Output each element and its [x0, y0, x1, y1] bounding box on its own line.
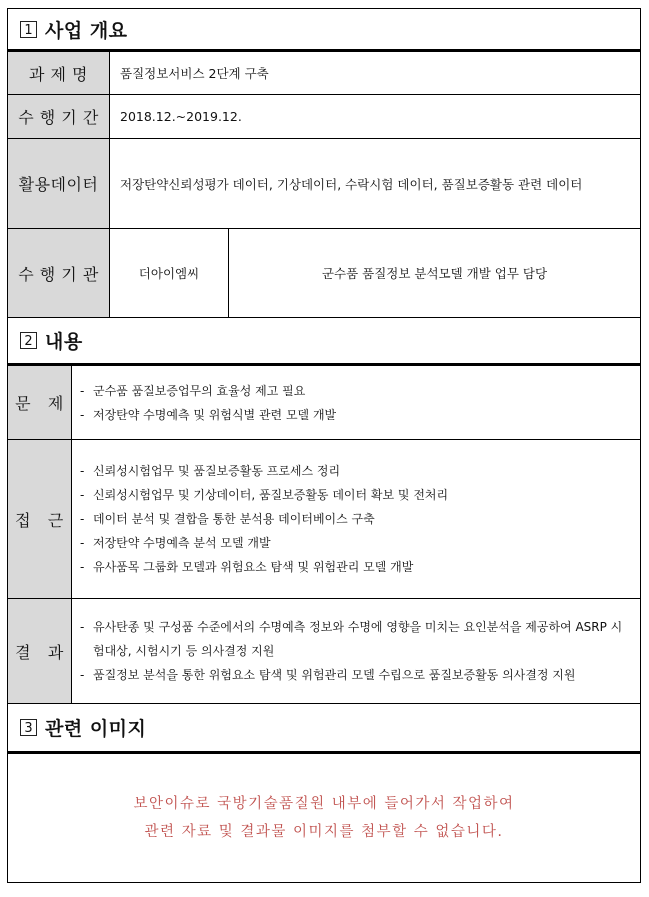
- result-list: [72, 615, 640, 687]
- problem-label: 문 제: [8, 365, 72, 440]
- list-item: - 신뢰성시험업무 및 품질보증활동 프로세스 정리: [80, 459, 632, 483]
- overview-table: [7, 49, 641, 318]
- approach-cell: [72, 440, 641, 599]
- data-value: 저장탄약신뢰성평가 데이터, 기상데이터, 수락시험 데이터, 품질보증활동 관련 데이터: [110, 139, 641, 229]
- list-item: - 유사품목 그룹화 모델과 위험요소 탐색 및 위험관리 모델 개발: [80, 555, 632, 579]
- organization-name: 더아이엠씨: [110, 229, 229, 318]
- project-name-label: 과 제 명: [8, 51, 110, 95]
- list-item: - 신뢰성시험업무 및 기상데이터, 품질보증활동 데이터 확보 및 전처리: [80, 483, 632, 507]
- list-item: - 품질정보 분석을 통한 위험요소 탐색 및 위험관리 모델 수립으로 품질보증활동 의사결정 지원: [80, 663, 632, 687]
- project-name-value: 품질정보서비스 2단계 구축: [110, 51, 641, 95]
- row-data: [8, 139, 641, 229]
- organization-label: 수 행 기 관: [8, 229, 110, 318]
- section-title: 사업 개요: [45, 19, 128, 42]
- period-label: 수 행 기 간: [8, 95, 110, 139]
- approach-label: 접 근: [8, 440, 72, 599]
- section-header-content: [7, 318, 641, 363]
- result-cell: [72, 599, 641, 704]
- list-item: - 저장탄약 수명예측 및 위험식별 관련 모델 개발: [80, 403, 632, 427]
- problem-list: [72, 379, 640, 427]
- row-problem: [8, 365, 641, 440]
- section-header-images: [7, 704, 641, 751]
- section-header-overview: [7, 8, 641, 49]
- section-number: 1: [20, 21, 37, 38]
- organization-role: 군수품 품질정보 분석모델 개발 업무 담당: [229, 229, 641, 318]
- data-label: 활용데이터: [8, 139, 110, 229]
- image-notice-line-1: 보안이슈로 국방기술품질원 내부에 들어가서 작업하여: [133, 796, 515, 812]
- row-result: [8, 599, 641, 704]
- list-item: - 저장탄약 수명예측 분석 모델 개발: [80, 531, 632, 555]
- image-notice-line-2: 관련 자료 및 결과물 이미지를 첨부할 수 없습니다.: [144, 824, 504, 840]
- approach-list: [72, 459, 640, 579]
- list-item: - 유사탄종 및 구성품 수준에서의 수명예측 정보와 수명에 영향을 미치는 요인분석을 제공하여 ASRP 시험대상, 시험시기 등 의사결정 지원: [80, 615, 632, 663]
- section-title: 내용: [45, 331, 83, 353]
- section-number: 2: [20, 332, 37, 349]
- row-approach: [8, 440, 641, 599]
- document: [7, 8, 641, 883]
- list-item: - 군수품 품질보증업무의 효율성 제고 필요: [80, 379, 632, 403]
- section-number: 3: [20, 719, 37, 736]
- section-title: 관련 이미지: [45, 718, 147, 740]
- image-placeholder-area: [7, 751, 641, 883]
- result-label: 결 과: [8, 599, 72, 704]
- row-project-name: [8, 51, 641, 95]
- list-item: - 데이터 분석 및 결합을 통한 분석용 데이터베이스 구축: [80, 507, 632, 531]
- row-period: [8, 95, 641, 139]
- row-organization: [8, 229, 641, 318]
- content-table: [7, 363, 641, 704]
- problem-cell: [72, 365, 641, 440]
- period-value: 2018.12.~2019.12.: [110, 95, 641, 139]
